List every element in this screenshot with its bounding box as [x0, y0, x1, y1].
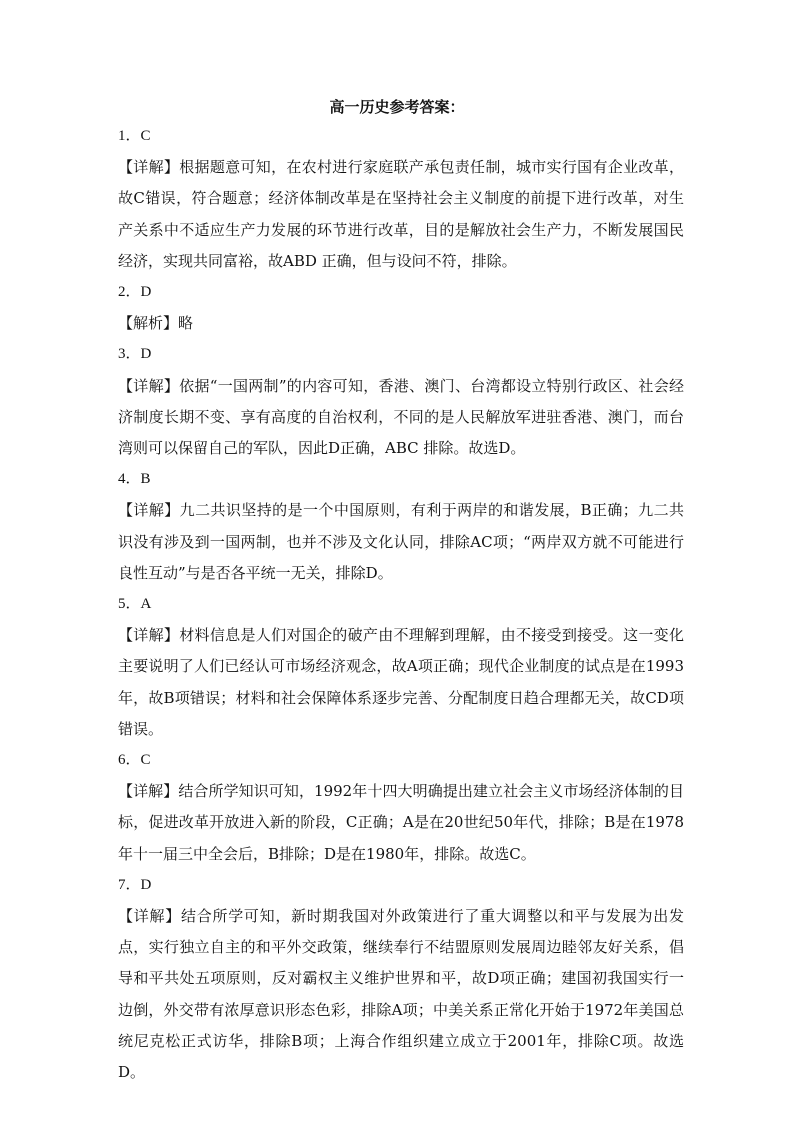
explanation-tag: 【详解】 — [118, 158, 180, 177]
question-number: 5．A — [118, 596, 152, 613]
explanation-text: 结合所学知识可知，1992年十四大明确提出建立社会主义市场经济体制的目标，促进改革开放进入新的阶段，C正确；A是在20世纪50年代，排除；B是在1978年十一届三中全会后，B排除；D是在1980年，排除。故选C。 — [118, 782, 684, 863]
answer-item — [118, 339, 684, 464]
question-number: 3．D — [118, 346, 152, 363]
explanation-tag: 【详解】 — [118, 907, 181, 926]
question-number: 1．C — [118, 128, 151, 144]
explanation-tag: 【解析】 — [118, 314, 179, 333]
explanation-tag: 【详解】 — [118, 782, 179, 801]
answer-paragraph — [118, 371, 684, 465]
explanation-text: 结合所学可知，新时期我国对外政策进行了重大调整以和平与发展为出发点，实行独立自主的和平外交政策，继续奉行不结盟原则发展周边睦邻友好关系，倡导和平共处五项原则，反对霸权主义维护世界和平，故D项正确；建国初我国实行一边倒，外交带有浓厚意识形态色彩，排除A项；中美关系正常化开始于1972年美国总统尼克松正式访华，排除B项；上海合作组织建立成立于2001年，排除C项。故选D。 — [118, 907, 684, 1082]
answer-item — [118, 277, 684, 339]
answer-paragraph — [118, 308, 684, 339]
answer-item — [118, 745, 684, 870]
answer-item — [118, 589, 684, 745]
question-number: 6．C — [118, 752, 151, 769]
answer-list — [118, 121, 684, 1088]
answer-paragraph — [118, 901, 684, 1088]
answer-paragraph — [118, 495, 684, 589]
answer-item — [118, 870, 684, 1088]
question-number: 7．D — [118, 876, 152, 893]
answer-paragraph — [118, 152, 684, 277]
answer-paragraph — [118, 620, 684, 745]
explanation-text: 依据“一国两制”的内容可知，香港、澳门、台湾都设立特别行政区、社会经济制度长期不变、享有高度的自治权利，不同的是人民解放军进驻香港、澳门，而台湾则可以保留自己的军队，因此D正确，ABC 排除。故选D。 — [118, 376, 684, 458]
question-number: 4．B — [118, 471, 151, 488]
answer-item — [118, 121, 684, 277]
question-number: 2．D — [118, 284, 152, 301]
explanation-tag: 【详解】 — [118, 501, 180, 520]
explanation-tag: 【详解】 — [118, 626, 180, 645]
page-title: 高一历史参考答案： — [329, 98, 465, 116]
explanation-text: 九二共识坚持的是一个中国原则，有利于两岸的和谐发展，B正确；九二共识没有涉及到一国两制，也并不涉及文化认同，排除AC项；“两岸双方就不可能进行良性互动”与是否各平统一无关，排除D。 — [118, 501, 684, 582]
explanation-text: 略 — [178, 314, 194, 333]
explanation-tag: 【详解】 — [118, 376, 180, 395]
answer-paragraph — [118, 776, 684, 870]
explanation-text: 材料信息是人们对国企的破产由不理解到理解，由不接受到接受。这一变化主要说明了人们已经认可市场经济观念，故A项正确；现代企业制度的试点是在1993年，故B项错误；材料和社会保障体系逐步完善、分配制度日趋合理都无关，故CD项错误。 — [118, 626, 684, 738]
answer-item — [118, 464, 684, 589]
explanation-text: 根据题意可知，在农村进行家庭联产承包责任制，城市实行国有企业改革，故C错误，符合题意；经济体制改革是在坚持社会主义制度的前提下进行改革，对生产关系中不适应生产力发展的环节进行改革，目的是解放社会生产力，不断发展国民经济，实现共同富裕，故ABD 正确，但与设问不符，排除。 — [118, 158, 684, 270]
